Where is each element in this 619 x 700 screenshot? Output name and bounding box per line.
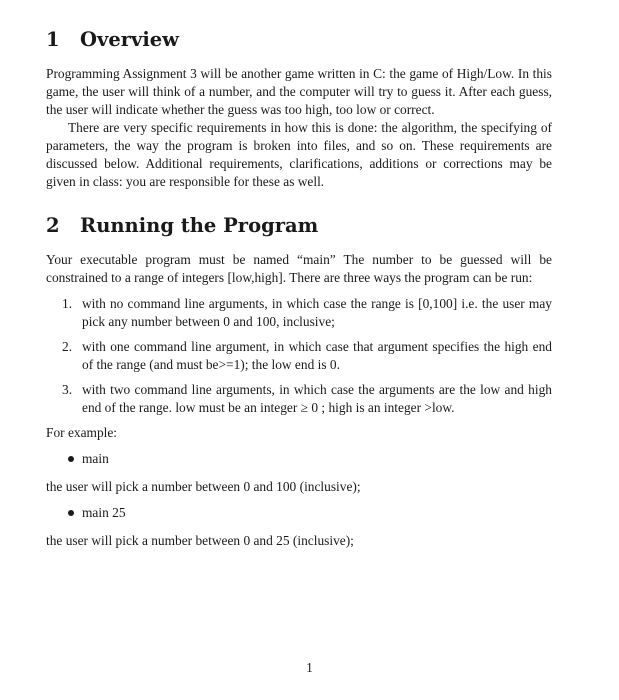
running-intro-paragraph: Your executable program must be named “main” The number to be guessed will be constrained to a range of integers [low,high]. There are three ways the program can be run: [46,252,552,285]
example-2-command: main 25 [82,505,126,520]
section-1-title: Overview [80,28,179,51]
list-item [46,450,552,468]
overview-paragraph-1: Programming Assignment 3 will be another game written in C: the game of High/Low. In this game, the user will think of a number, and the computer will try to guess it. After each guess, the user will indicate whether the guess was too high, too low or correct. [46,66,552,117]
section-1-number: 1 [46,28,60,51]
list-item-text: with two command line arguments, in which case the arguments are the low and high end of the range. low must be an integer ≥ 0 ; high is an integer >low. [82,382,552,415]
list-item-number: 2. [62,339,73,354]
example-1-description: the user will pick a number between 0 and 100 (inclusive); [46,479,361,494]
list-item-number: 3. [62,382,73,397]
example-1-command: main [82,451,109,466]
page-number: 1 [306,660,313,675]
example-1-list [46,450,552,468]
bullet-icon [68,456,74,462]
section-2-number: 2 [46,214,60,237]
list-item [46,338,552,374]
example-label: For example: [46,425,118,440]
section-1-heading [46,27,552,53]
list-item [46,504,552,522]
run-modes-list [46,295,552,417]
list-item [46,295,552,331]
bullet-icon [68,510,74,516]
example-2-list [46,504,552,522]
section-2-heading [46,213,552,239]
overview-paragraph-2: There are very specific requirements in how this is done: the algorithm, the specifying of parameters, the way the program is broken into files, and so on. These requirements are discussed below. Additional requirements, clarifications, additions or corrections may be given in class: you are responsible for these as well. [46,120,552,189]
example-2-description: the user will pick a number between 0 and 25 (inclusive); [46,533,354,548]
list-item-text: with no command line arguments, in which case the range is [0,100] i.e. the user may pick any number between 0 and 100, inclusive; [82,296,552,329]
list-item-number: 1. [62,296,73,311]
list-item-text: with one command line argument, in which case that argument specifies the high end of the range (and must be>=1); the low end is 0. [82,339,552,372]
section-2-title: Running the Program [80,214,319,237]
list-item [46,381,552,417]
document-page [46,18,552,550]
